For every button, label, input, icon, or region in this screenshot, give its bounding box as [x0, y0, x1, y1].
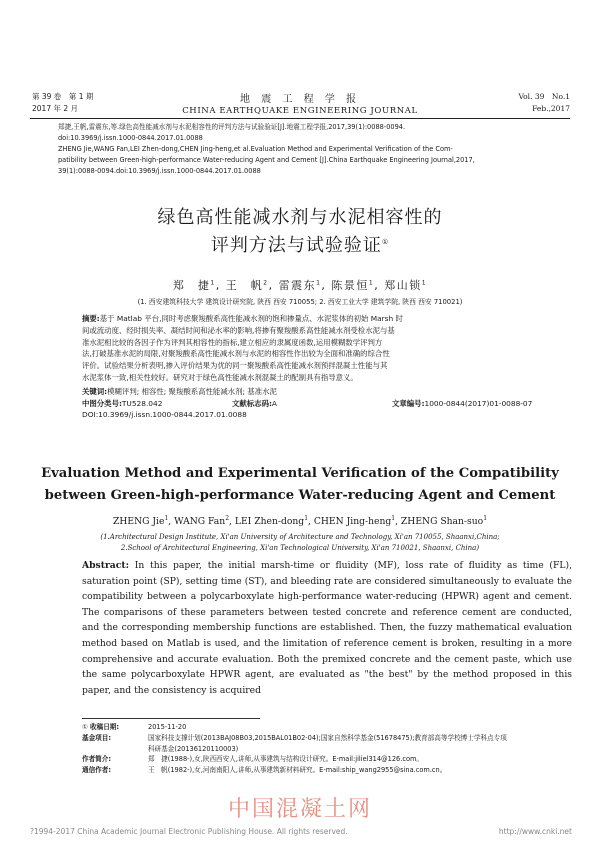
- abstract-en: [82, 558, 572, 698]
- cnki-link[interactable]: http://www.cnki.net: [498, 827, 572, 836]
- citation-en-line-1: ZHENG Jie,WANG Fan,LEI Zhen-dong,CHEN Jing-heng,et al.Evaluation Method and Experimental Verification of the Com-: [58, 145, 453, 153]
- author-cn: 郑山锁$^1$: [384, 279, 428, 292]
- footnote-contact: 通信作者: 王 帆(1982-),女,河南南阳人,讲师,从事建筑新材料研究。E-mail:ship_wang2955@sina.com.cn。: [82, 766, 447, 775]
- classification-row: [82, 398, 572, 410]
- title-footnote-mark: ①: [381, 238, 390, 246]
- author-cn: 郑 捷$^1$: [172, 279, 216, 292]
- footnote-block: [82, 722, 572, 776]
- page-footer: [30, 827, 572, 836]
- date-en: Feb.,2017: [532, 104, 570, 113]
- citation-block: [58, 122, 572, 177]
- authors-en: ZHENG Jie$^1$, WANG Fan$^2$, LEI Zhen-dong$^1$, CHEN Jing-heng$^1$, ZHENG Shan-suo$^1$: [112, 515, 488, 528]
- copyright-notice: ?1994-2017 China Academic Journal Electronic Publishing House. All rights reserved.: [30, 827, 348, 836]
- footnote-rule: [82, 718, 260, 719]
- abstract-en-label: Abstract:: [82, 560, 129, 571]
- title-en: [0, 463, 600, 507]
- abstract-cn-label: 摘要:: [82, 314, 100, 323]
- header-right: [518, 91, 570, 115]
- author-en: CHEN Jing-heng$^1$: [313, 515, 396, 528]
- keywords-cn: 关键词:模糊评判; 相容性; 聚羧酸系高性能减水剂; 基准水泥: [82, 387, 277, 396]
- header-center: [0, 90, 600, 116]
- author-en: ZHENG Jie$^1$: [112, 515, 169, 528]
- citation-en-line-2: patibility between Green-high-performance Water-reducing Agent and Cement [J].China Earthquake Engineering Journal,2017,: [58, 156, 475, 164]
- volume-issue-cn: 第 39 卷 第 1 期: [32, 92, 94, 101]
- abstract-cn: [82, 313, 572, 384]
- title-cn-line-1: 绿色高性能减水剂与水泥相容性的: [157, 207, 443, 228]
- author-en: LEI Zhen-dong$^1$: [234, 515, 309, 528]
- citation-en-line-3: 39(1):0088-0094.doi:10.3969/j.issn.1000-0844.2017.01.0088: [58, 167, 261, 175]
- author-cn: 陈景恒$^1$: [331, 279, 375, 292]
- meta-block: [82, 386, 572, 421]
- citation-cn: 郑捷,王帆,雷震东,等.绿色高性能减水剂与水泥相容性的评判方法与试验验证[J].地震工程学报,2017,39(1):0088-0094.: [58, 123, 406, 131]
- author-en: WANG Fan$^2$: [174, 515, 230, 528]
- volume-issue-en: Vol. 39 No.1: [518, 92, 570, 101]
- authors-cn: 郑 捷$^1$, 王 帆$^2$, 雷震东$^1$, 陈景恒$^1$, 郑山锁$^1$: [172, 279, 428, 292]
- header-rule: [30, 118, 570, 119]
- doi-line: DOI:10.3969/j.issn.1000-0844.2017.01.0088: [82, 410, 247, 420]
- abstract-cn-line: 准水泥相比较的各因子作为评判其相容性的指标,建立相应的隶属度函数,运用模糊数学评判方: [82, 337, 383, 347]
- title-cn: [0, 206, 600, 258]
- footnote-fund: 基金项目: 国家科技支撑计划(2013BAJ08B03,2015BAL01B02-04);国家自然科学基金(51678475);教育部高等学校博士学科点专项 科研基金(20136120110003): [82, 733, 507, 753]
- clc-number: 中图分类号:TU528.042: [82, 398, 163, 408]
- journal-name-en: CHINA EARTHQUAKE ENGINEERING JOURNAL: [182, 106, 418, 116]
- affiliation-en-line-2: 2.School of Architectural Engineering, Xi'an Technological University, Xi'an 710021, Shaanxi, China): [120, 544, 480, 552]
- abstract-en-text: In this paper, the initial marsh-time or fluidity (MF), loss rate of fluidity as time (FL), saturation point (SP), setting time (ST), and bleeding rate are considered simultaneously to evaluate the compatibility between a polycarboxylate high-performance water-reducing (HPWR) agent and cement. The comparisons of these parameters between tested concrete and reference cement are conducted, and the corresponding membership functions are established. Then, the fuzzy mathematical evaluation method based on Matlab is used, and the limitation of reference cement is broken, resulting in a more comprehensive and accurate evaluation. Both the premixed concrete and the cement paste, which use the same polycarboxylate HPWR agent, are evaluated as "the best" by the method proposed in this paper, and the consistency is acquired: [82, 560, 572, 696]
- footnote-received: ① 收稿日期: 2015-11-20: [82, 723, 187, 731]
- footnote-author: 作者简介: 郑 捷(1988-),女,陕西西安人,讲师,从事建筑与结构设计研究。E-mail:jiliel314@126.com。: [82, 755, 423, 764]
- citation-cn-doi: doi:10.3969/j.issn.1000-0844.2017.01.0088: [58, 134, 203, 142]
- author-cn: 雷震东$^1$: [278, 279, 322, 292]
- document-code: 文献标志码:A: [232, 398, 277, 408]
- title-en-line-2: between Green-high-performance Water-reducing Agent and Cement: [44, 488, 556, 503]
- author-en: ZHENG Shan-suo$^1$: [400, 515, 488, 528]
- watermark: 中国混凝土网: [227, 797, 372, 822]
- date-cn: 2017 年 2 月: [32, 104, 79, 113]
- author-cn: 王 帆$^2$: [225, 279, 269, 292]
- affiliation-en-line-1: (1.Architectural Design Institute, Xi'an University of Architecture and Technology, Xi'an 710055, Shaanxi,China;: [100, 533, 500, 541]
- title-cn-line-2: 评判方法与试验验证①: [210, 235, 390, 256]
- abstract-cn-line: 基于 Matlab 平台,同时考虑聚羧酸系高性能减水剂的饱和掺量点、水泥浆体的初始 Marsh 时: [99, 314, 403, 323]
- abstract-cn-line: 法,打破基准水泥的局限,对聚羧酸系高性能减水剂与水泥的相容性作出较为全面和准确的综合性: [82, 349, 390, 359]
- affiliation-cn: (1. 西安建筑科技大学 建筑设计研究院, 陕西 西安 710055; 2. 西安工业大学 建筑学院, 陕西 西安 710021): [137, 298, 463, 306]
- journal-name-cn: 地 震 工 程 学 报: [240, 94, 360, 105]
- title-en-line-1: Evaluation Method and Experimental Verification of the Compatibility: [41, 466, 559, 481]
- abstract-cn-line: 间或流动度、经时损失率、凝结时间和泌水率的影响,将掺有聚羧酸系高性能减水剂受检水泥与基: [82, 325, 395, 335]
- article-number: 文章编号:1000-0844(2017)01-0088-07: [392, 398, 533, 408]
- abstract-cn-line: 评价。试验结果分析表明,掺入评价结果为优的同一聚羧酸系高性能减水剂预拌混凝土性能与其: [82, 361, 388, 371]
- affiliation-en: [0, 532, 600, 554]
- abstract-cn-line: 水泥浆体一致,相关性较好。研究对于绿色高性能减水剂混凝土的配制具有指导意义。: [82, 372, 358, 382]
